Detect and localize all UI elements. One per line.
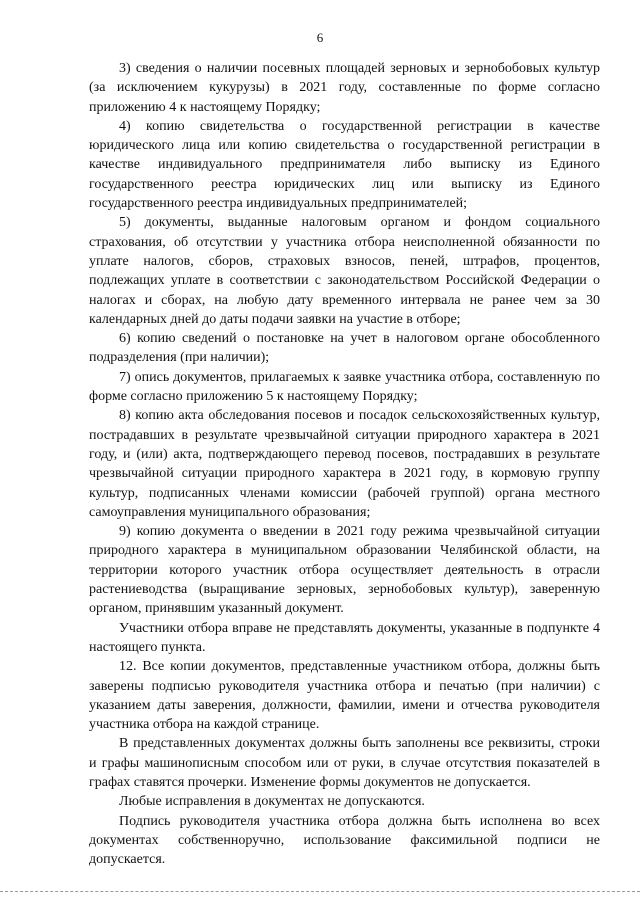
paragraph-item-3: 3) сведения о наличии посевных площадей зерновых и зернобобовых культур (за исключением кукурузы) в 2021 году, составленные по форме согласно приложению 4 к настоящему Порядку;: [89, 61, 600, 115]
paragraph-section-12: 12. Все копии документов, представленные участником отбора, должны быть заверены подписью руководителя участника отбора и печатью (при наличии) с указанием даты заверения, должности, фамилии, имени и отчества руководителя участника отбора на каждой странице.: [89, 659, 600, 733]
paragraph-corrections: Любые исправления в документах не допускаются.: [119, 794, 425, 810]
page-number: 6: [316, 30, 324, 45]
paragraph-item-5: 5) документы, выданные налоговым органом и фондом социального страхования, об отсутствии у участника отбора неисполненной обязанности по уплате налогов, сборов, страховых взносов, пеней, штрафов, процентов, подлежащих уплате в соответствии с законодательством Российской Федерации о налогах и сборах, на любую дату временного интервала не ранее чем за 30 календарных дней до даты подачи заявки на участие в отборе;: [89, 215, 600, 327]
page-bottom-divider: [0, 891, 640, 892]
document-body: [89, 59, 600, 869]
paragraph-item-7: 7) опись документов, прилагаемых к заявке участника отбора, составленную по форме согласно приложению 5 к настоящему Порядку;: [89, 369, 600, 405]
paragraph-note: Участники отбора вправе не представлять документы, указанные в подпункте 4 настоящего пункта.: [89, 620, 600, 655]
paragraph-requisites: В представленных документах должны быть заполнены все реквизиты, строки и графы машинописным способом или от руки, в случае отсутствия показателей в графах ставятся прочерки. Изменение формы документов не допускается.: [89, 736, 600, 790]
paragraph-signature: Подпись руководителя участника отбора должна быть исполнена во всех документах собственноручно, использование факсимильной подписи не допускается.: [89, 813, 600, 868]
paragraph-item-8: 8) копию акта обследования посевов и посадок сельскохозяйственных культур, пострадавших в результате чрезвычайной ситуации природного характера в 2021 году, и (или) акта, подтверждающего перевод посевов, пострадавших в результате чрезвычайной ситуации природного характера в 2021 году, в кормовую группу культур, подписанных членами комиссии (рабочей группой) органа местного самоуправления муниципального образования;: [89, 408, 600, 520]
paragraph-item-4: 4) копию свидетельства о государственной регистрации в качестве юридического лица или копию свидетельства о государственной регистрации в качестве индивидуального предпринимателя либо выписку из Единого государственного реестра юридических лиц или выписку из Единого государственного реестра индивидуальных предпринимателей;: [89, 118, 600, 212]
paragraph-item-9: 9) копию документа о введении в 2021 году режима чрезвычайной ситуации природного характера в муниципальном образовании Челябинской области, на территории которого участник отбора осуществляет деятельность в отрасли растениеводства (выращивание зерновых, зернобобовых культур), заверенную органом, принявшим указанный документ.: [89, 524, 600, 617]
paragraph-item-6: 6) копию сведений о постановке на учет в налоговом органе обособленного подразделения (при наличии);: [89, 331, 600, 366]
